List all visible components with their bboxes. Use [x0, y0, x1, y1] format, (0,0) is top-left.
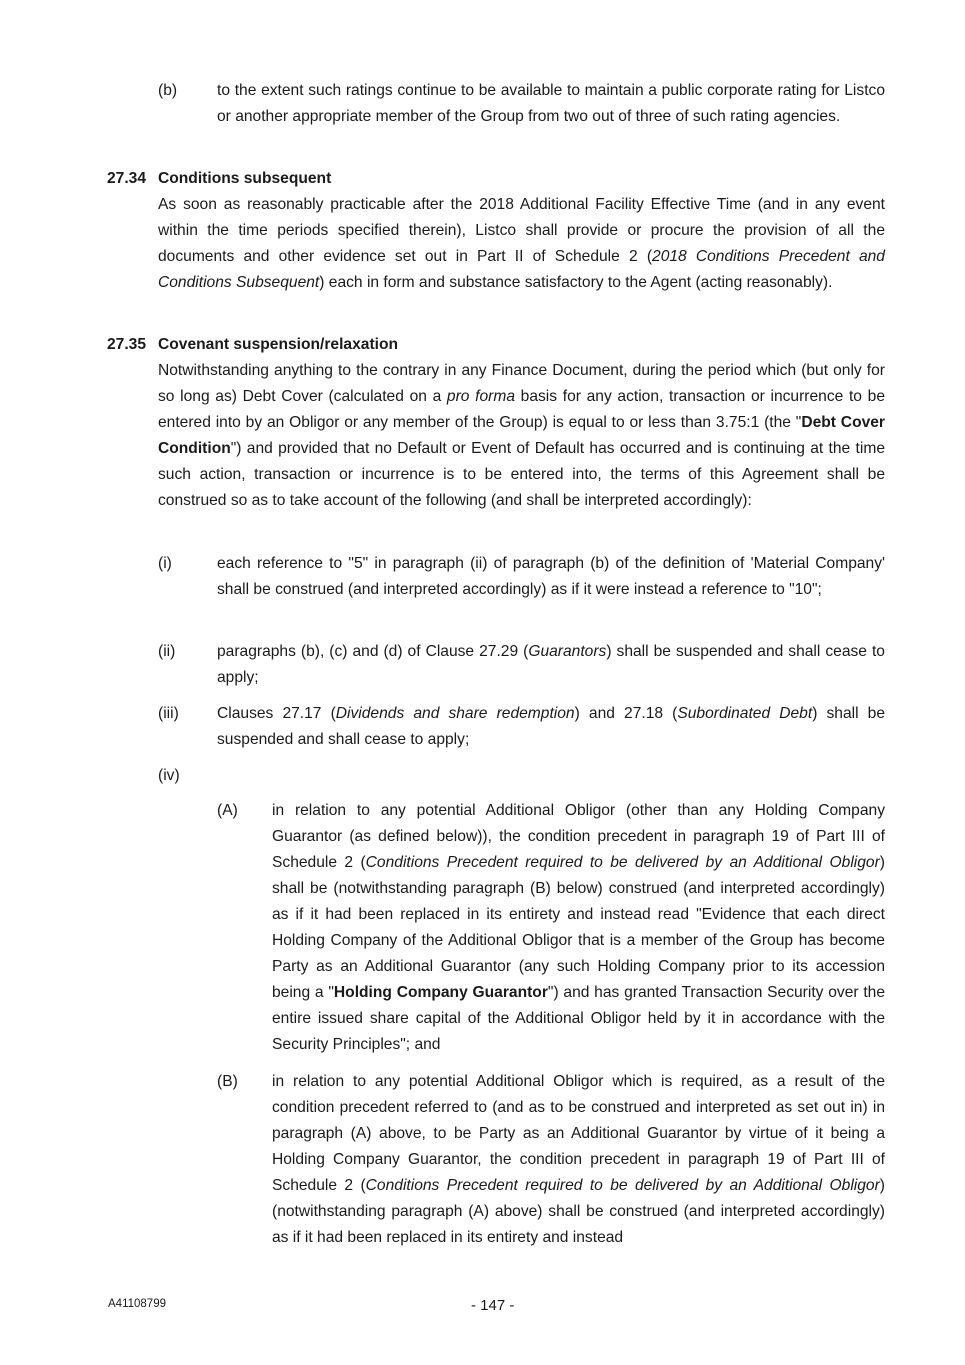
- clause-27-35-title: Covenant suspension/relaxation: [158, 336, 399, 353]
- clause-27-34-number: 27.34: [107, 170, 147, 187]
- item-B-text: in relation to any potential Additional Obligor which is required, as a result of the condition precedent referred to (and as to be construed and interpreted as set out in) in paragraph (A) above, to be Party as an Additional Guarantor by virtue of it being a Holding Company Guarantor, the condition precedent in paragraph 19 of Part III of Schedule 2 (Conditions Precedent required to be delivered by an Additional Obligor) (notwithstanding paragraph (A) above) shall be construed (and interpreted accordingly) as if it had been replaced in its entirety and instead: [272, 1073, 885, 1246]
- page-number: - 147 -: [471, 1297, 515, 1314]
- clause-27-35-number: 27.35: [107, 336, 147, 353]
- item-ii-text: paragraphs (b), (c) and (d) of Clause 27.29 (Guarantors) shall be suspended and shall cease to apply;: [217, 643, 885, 686]
- clause-27-34-text: As soon as reasonably practicable after the 2018 Additional Facility Effective Time (and in any event within the time periods specified therein), Listco shall provide or procure the provision of all the documents and other evidence set out in Part II of Schedule 2 (2018 Conditions Precedent and Conditions Subsequent) each in form and substance satisfactory to the Agent (acting reasonably).: [158, 196, 885, 291]
- item-i-text: each reference to "5" in paragraph (ii) of paragraph (b) of the definition of 'Material Company' shall be construed (and interpreted accordingly) as if it were instead a reference to "10";: [217, 555, 885, 598]
- item-ii-label: (ii): [158, 643, 176, 660]
- item-i-label: (i): [158, 555, 172, 572]
- clause-b-text: to the extent such ratings continue to be available to maintain a public corporate rating for Listco or another appropriate member of the Group from two out of three of such rating agencies.: [217, 82, 885, 125]
- document-reference: A41108799: [108, 1298, 166, 1310]
- clause-b-label: (b): [158, 82, 178, 99]
- item-iii-text: Clauses 27.17 (Dividends and share redemption) and 27.18 (Subordinated Debt) shall be suspended and shall cease to apply;: [217, 705, 886, 748]
- item-A-label: (A): [217, 802, 238, 819]
- item-A-text: in relation to any potential Additional Obligor (other than any Holding Company Guarantor (as defined below)), the condition precedent in paragraph 19 of Part III of Schedule 2 (Conditions Precedent required to be delivered by an Additional Obligor) shall be (notwithstanding paragraph (B) below) construed (and interpreted accordingly) as if it had been replaced in its entirety and instead read "Evidence that each direct Holding Company of the Additional Obligor that is a member of the Group has become Party as an Additional Guarantor (any such Holding Company prior to its accession being a "Holding Company Guarantor") and has granted Transaction Security over the entire issued share capital of the Additional Obligor held by it in accordance with the Security Principles"; and: [272, 802, 886, 1053]
- clause-27-34-title: Conditions subsequent: [158, 170, 332, 187]
- item-B-label: (B): [217, 1073, 238, 1090]
- item-iii-label: (iii): [158, 705, 179, 722]
- clause-27-35-text: Notwithstanding anything to the contrary in any Finance Document, during the period which (but only for so long as) Debt Cover (calculated on a pro forma basis for any action, transaction or incurrence to be entered into by an Obligor or any member of the Group) is equal to or less than 3.75:1 (the "Debt Cover Condition") and provided that no Default or Event of Default has occurred and is continuing at the time such action, transaction or incurrence is to be entered into, the terms of this Agreement shall be construed so as to take account of the following (and shall be interpreted accordingly):: [158, 362, 886, 509]
- item-iv-label: (iv): [158, 767, 180, 784]
